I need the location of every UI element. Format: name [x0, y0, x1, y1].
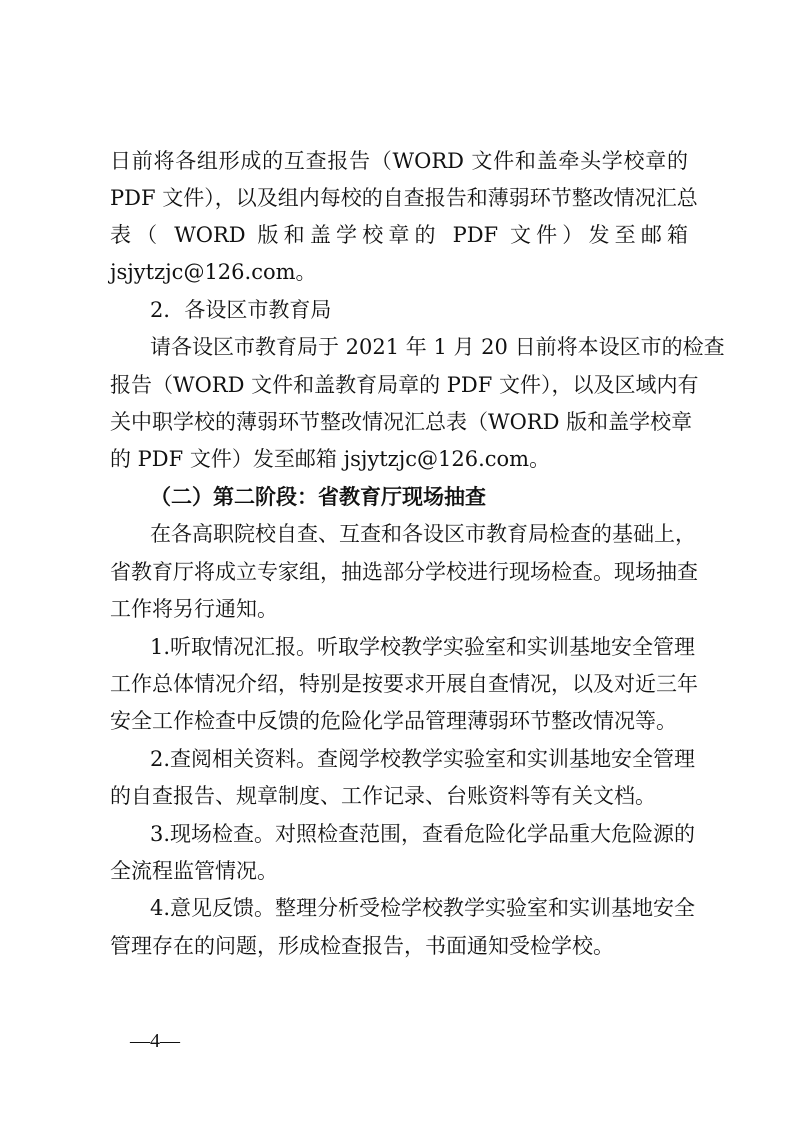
text-line: 安全工作检查中反馈的危险化学品管理薄弱环节整改情况等。: [110, 709, 677, 733]
text-line: 在各高职院校自查、互查和各设区市教育局检查的基础上，: [150, 522, 696, 546]
section-heading: 2．各设区市教育局: [150, 298, 332, 322]
text-line: 省教育厅将成立专家组，抽选部分学校进行现场检查。现场抽查: [110, 560, 698, 584]
text-line: 关中职学校的薄弱环节整改情况汇总表（WORD 版和盖学校章: [110, 410, 693, 434]
text-line: 请各设区市教育局于 2021 年 1 月 20 日前将本设区市的检查: [150, 335, 725, 359]
text-line: 的自查报告、规章制度、工作记录、台账资料等有关文档。: [110, 784, 656, 808]
text-line: 管理存在的问题，形成检查报告，书面通知受检学校。: [110, 934, 614, 958]
text-line: 4.意见反馈。整理分析受检学校教学实验室和实训基地安全: [150, 896, 696, 920]
text-line: 1.听取情况汇报。听取学校教学实验室和实训基地安全管理: [150, 635, 696, 659]
text-line: 工作将另行通知。: [110, 597, 278, 621]
section-heading: （二）第二阶段：省教育厅现场抽查: [150, 484, 486, 509]
text-line: 工作总体情况介绍，特别是按要求开展自查情况，以及对近三年: [110, 672, 698, 696]
text-line: 的 PDF 文件）发至邮箱 jsjytzjc@126.com。: [110, 447, 551, 471]
text-line: 2.查阅相关资料。查阅学校教学实验室和实训基地安全管理: [150, 747, 696, 771]
text-line: PDF 文件），以及组内每校的自查报告和薄弱环节整改情况汇总: [110, 186, 698, 210]
page-number: —4—: [130, 1030, 180, 1052]
text-line: 日前将各组形成的互查报告（WORD 文件和盖牵头学校章的: [110, 149, 688, 173]
text-line: 全流程监管情况。: [110, 859, 278, 883]
text-line: jsjytzjc@126.com。: [110, 260, 317, 284]
text-line: 3.现场检查。对照检查范围，查看危险化学品重大危险源的: [150, 822, 696, 846]
text-line: 报告（WORD 文件和盖教育局章的 PDF 文件），以及区域内有: [110, 373, 699, 397]
text-line: 表（ WORD 版和盖学校章的 PDF 文件）发至邮箱: [110, 223, 688, 247]
